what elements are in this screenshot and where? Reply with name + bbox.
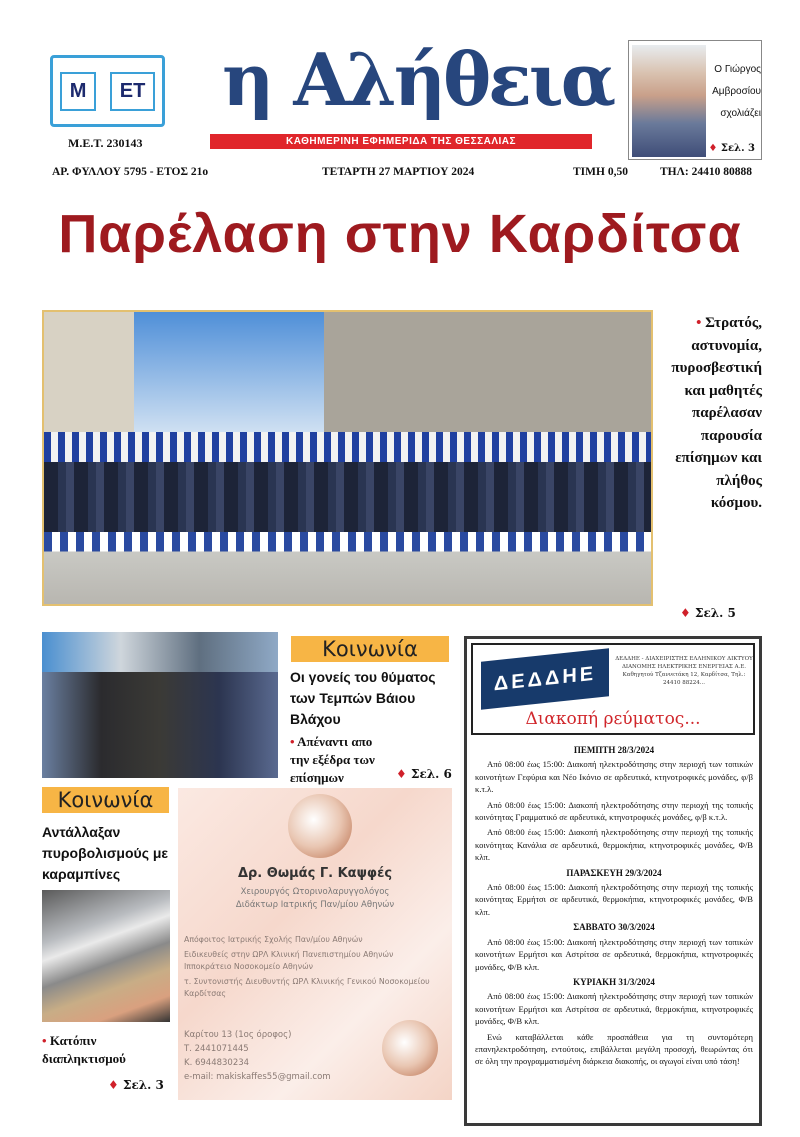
deddhe-info: ΔΕΔΔΗΕ - ΔΙΑΧΕΙΡΙΣΤΗΣ ΕΛΛΗΝΙΚΟΥ ΔΙΚΤΥΟΥ ΔΙΑΝΟΜΗΣ ΗΛΕΚΤΡΙΚΗΣ ΕΝΕΡΓΕΙΑΣ Α.Ε. Καθηγητού Τζαννετάκη 12, Καρδίτσα, Τηλ.: 24410 88224... [615,656,753,686]
page-ref: Σελ. 6 [410,767,452,781]
price: ΤΙΜΗ 0,50 [573,166,628,178]
article3-sub-text: Κατόπιν διαπληκτισμού [42,1033,126,1066]
ad-bullet: Απόφοιτος Ιατρικής Σχολής Παν/μίου Αθηνών [184,935,363,944]
diamond-icon: ♦ [396,767,407,781]
article2-sub [290,733,390,787]
deddhe-logo: ΔΕΔΔΗΕ [481,648,609,709]
doctor-title: Χειρουργός Ωτορινολαρυγγολόγος [240,887,390,897]
bullet-icon: • [696,315,702,331]
article2-photo [42,632,278,778]
doctor-name: Δρ. Θωμάς Γ. Καψφές [237,866,393,881]
page-ref: Σελ. 3 [720,143,755,154]
day-heading: ΠΕΜΠΤΗ 28/3/2024 [573,745,655,755]
outage-item: Από 08:00 έως 15:00: Διακοπή ηλεκτροδότησης στην περιοχή των τοπικών κοινοτήτων Γεφύρια και Νέο Ικόνιο σε αρδευτικά, κτηνοτροφικές μονάδες, φ/β κ.τ.λ. [475,759,753,795]
page-ref: Σελ. 3 [122,1078,164,1092]
outage-item: Από 08:00 έως 15:00: Διακοπή ηλεκτροδότησης στην περιοχή των τοπικών κοινοτήτων Ερμήτσι και Αστρίτσα σε αρδευτικά, θερμοκήπια, κτηνοτροφικές μονάδες, Φ/Β κλπ. [475,991,753,1027]
section-label: Κοινωνία [42,787,169,813]
day-heading: ΣΑΒΒΑΤΟ 30/3/2024 [573,922,655,933]
ad-bullet: Ειδικευθείς στην ΩΡΛ Κλινική Πανεπιστημίου Αθηνών Ιπποκράτειο Νοσοκομείο Αθηνών [184,950,394,971]
article2-page-ref[interactable] [396,767,452,781]
ad-phone: Τ. 2441071445 [184,1044,249,1054]
met-logo-left: Μ [60,72,97,111]
phone: ΤΗΛ: 24410 80888 [660,166,752,178]
met-logo [50,55,165,127]
article3-page-ref[interactable] [108,1078,164,1092]
doctor-title: Διδάκτωρ Ιατρικής Παν/μίου Αθηνών [235,900,395,910]
ent-logo-icon [288,794,352,858]
diamond-icon: ♦ [708,143,718,154]
outage-item: Από 08:00 έως 15:00: Διακοπή ηλεκτροδότησης στην περιοχή των τοπικών κοινοτήτων Ερμήτσι και Αστρίτσα σε αρδευτικά, θερμοκήπια, κτηνοτροφικές μονάδες, Φ/Β κλπ. [475,936,753,972]
ad-bullet: τ. Συντονιστής Διευθυντής ΩΡΛ Κλινικής Γενικού Νοσοκομείου Καρδίτσας [184,977,430,998]
section-label: Κοινωνία [291,636,449,662]
article3-title[interactable]: Αντάλλαξαν πυροβολισμούς με καραμπίνες [42,824,169,882]
columnist-box[interactable] [628,40,762,160]
ad-address: Καρίτου 13 (1ος όροφος) [184,1030,292,1040]
page-ref: Σελ. 5 [694,606,736,620]
lead-photo [42,310,653,606]
closing-note: Ενώ καταβάλλεται κάθε προσπάθεια για τη συντομότερη επανηλεκτροδότηση, εντούτοις, επιβάλλεται μεγάλη προσοχή, θεωρώντας ότι σε όλη την προγραμματισμένη διάρκεια διακοπής, οι αγωγοί είναι υπό τάση! [475,1031,753,1067]
bullet-icon: • [42,1033,47,1048]
article2-sub-text: Απέναντι απο την εξέδρα των επίσημων [290,734,375,785]
ent-logo-icon [382,1020,438,1076]
lead-summary-text: Στρατός, αστυνομία, πυροσβεστική και μαθητές παρέλασαν παρουσία επίσημων και πλήθος κόσμου. [671,315,762,511]
lead-summary [662,312,762,515]
article3-sub [42,1032,172,1068]
outage-item: Από 08:00 έως 15:00: Διακοπή ηλεκτροδότησης στην περιοχή της τοπικής κοινότητας Ερμήτσι σε αρδευτικά, θερμοκήπια, κτηνοτροφικές μονάδες, Φ/Β κλπ. [475,882,753,917]
columnist-line: Ο Γιώργος [714,64,761,75]
day-heading: ΠΑΡΑΣΚΕΥΗ 29/3/2024 [566,867,662,878]
notice-title: Διακοπή ρεύματος... [525,709,701,729]
outage-item: Από 08:00 έως 15:00: Διακοπή ηλεκτροδότησης στην περιοχή της τοπικής κοινότητας Γραμματικό σε αρδευτικά, κτηνοτροφικές μονάδες, φ/β κ.τ.λ. [475,799,753,823]
met-number: Μ.Ε.Τ. 230143 [68,136,143,150]
outage-item: Από 08:00 έως 15:00: Διακοπή ηλεκτροδότησης στην περιοχή της τοπικής κοινότητας Κανάλια σε αρδευτικά, θερμοκήπια, κτηνοτροφικές μονάδες, Φ/Β κλπ. [475,827,753,863]
ad-email: e-mail: makiskaffes55@gmail.com [184,1072,331,1082]
article2-title[interactable]: Οι γονείς του θύματος των Τεμπών Βάιου Βλάχου [290,669,436,727]
issue-number: ΑΡ. ΦΥΛΛΟΥ 5795 - ΕΤΟΣ 21ο [52,166,209,178]
newspaper-title: η Αλήθεια [222,37,614,122]
bullet-icon: • [290,734,295,749]
tagline: ΚΑΘΗΜΕΡΙΝΗ ΕΦΗΜΕΡΙΔΑ ΤΗΣ ΘΕΣΣΑΛΙΑΣ [210,134,592,149]
columnist-photo [632,45,706,157]
issue-date: ΤΕΤΑΡΤΗ 27 ΜΑΡΤΙΟΥ 2024 [322,166,475,178]
met-logo-right: ΕΤ [110,72,156,111]
columnist-line: σχολιάζει [720,108,761,119]
article3-photo [42,890,170,1022]
diamond-icon: ♦ [108,1078,119,1092]
columnist-line: Αμβροσίου [712,86,761,97]
doctor-ad [178,788,452,1100]
lead-headline: Παρέλαση στην Καρδίτσα [58,204,742,264]
ad-mobile: Κ. 6944830234 [184,1058,250,1068]
power-outage-notice [464,636,762,1126]
diamond-icon: ♦ [680,606,691,620]
day-heading: ΚΥΡΙΑΚΗ 31/3/2024 [573,976,655,987]
lead-page-ref[interactable] [680,606,736,620]
